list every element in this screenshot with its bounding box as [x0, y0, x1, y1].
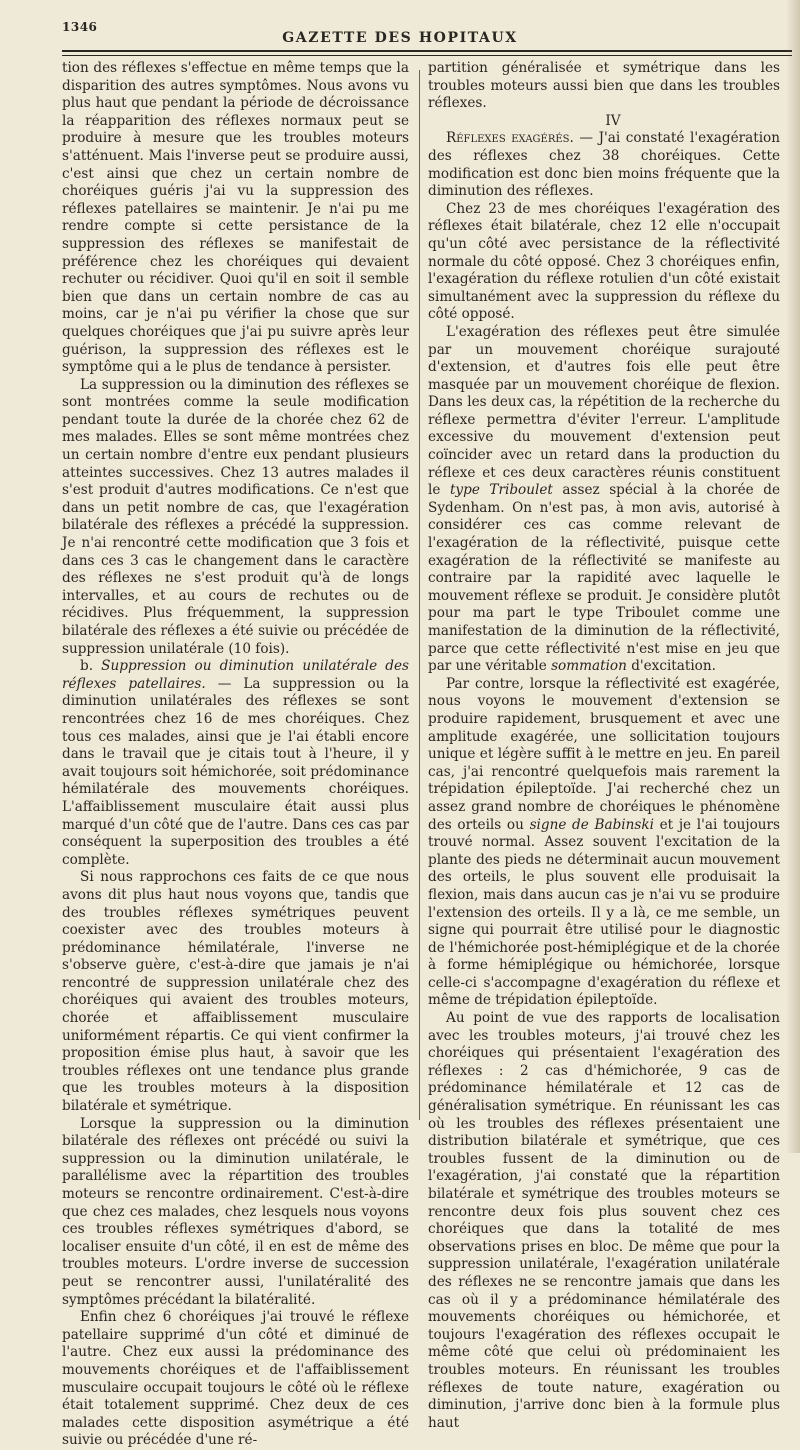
paragraph-reflexes-exageres	[428, 130, 780, 200]
page-header	[0, 0, 800, 60]
subsection-letter: b.	[80, 658, 94, 675]
paragraph-text: assez spécial à la chorée de Sydenham. On n'est pas, à mon avis, autorisé à considérer ces cas comme relevant de l'exagération de la réflectivité, puisque cette exagération de la réflectivité se manifeste au contraire par la rapidité avec laquelle le mouvement réflexe se produit. Je considère plutôt pour ma part le type Triboulet comme une manifestation de la diminution de la réflectivité, parce que cette réflectivité n'est mise en jeu que par une véritable	[428, 482, 781, 675]
paragraph: partition généralisée et symétrique dans les troubles moteurs aussi bien que dans les troubles réflexes.	[428, 60, 780, 112]
section-number: IV	[605, 112, 621, 129]
paragraph-unilateral	[62, 658, 409, 869]
subsection-title: Suppression ou diminution unilatérale des réflexes patellaires.	[62, 658, 409, 692]
paragraph: La suppression ou la diminution des réflexes se sont montrées comme la seule modification pendant toute la durée de la chorée chez 62 de mes malades. Elles se sont même montrées chez un certain nombre d'entre eux pendant plusieurs atteintes successives. Chez 13 autres malades il s'est produit d'autres modifications. Ce n'est que dans un petit nombre de cas, que l'exagération bilatérale des réflexes a précédé la suppression. Je n'ai rencontré cette modification que 3 fois et dans ces 3 cas le changement dans le caractère des réflexes ne s'est produit qu'à de longs intervalles, et au cours de rechutes ou de récidives. Plus fréquemment, la suppression bilatérale des réflexes a été suivie ou précédée de suppression unilatérale (10 fois).	[62, 376, 409, 657]
paragraph: Au point de vue des rapports de localisation avec les troubles moteurs, j'ai trouvé chez les choréiques qui présentaient l'exagération des réflexes : 2 cas d'hémichorée, 9 cas de prédominance hémilatérale et 12 cas de généralisation symétrique. En réunissant les cas où les troubles des réflexes présentaient une distribution bilatérale et symétrique, que ces troubles fussent de la diminution ou de l'exagération, j'ai constaté que la répartition bilatérale et symétrique des troubles moteurs se rencontre deux fois plus souvent chez ces choréiques que dans la totalité de mes observations prises en bloc. De même que pour la suppression unilatérale, l'exagération unilatérale des réflexes ne se rencontre jamais que dans les cas où il y a prédominance hémilatérale des mouvements choréiques ou hémichorée, et toujours l'exagération des réflexes occupait le même côté que celui où prédominaient les troubles moteurs. En réunissant les troubles réflexes de toute nature, exagération ou diminution, j'arrive donc bien à la formule plus haut	[428, 1010, 780, 1431]
header-rule-thin	[62, 55, 792, 56]
paragraph-text: — La suppression ou la diminution unilatérales des réflexes se sont rencontrées chez 16 de mes choréiques. Chez tous ces malades, ainsi que je l'ai établi encore dans le travail que je citais tout à l'heure, il y avait toujours soit hémichorée, soit prédominance hémilatérale des mouvements choréiques. L'affaiblissement musculaire était aussi plus marqué d'un côté que de l'autre. Dans ces cas par conséquent la superposition des troubles a été complète.	[62, 675, 409, 868]
journal-title: GAZETTE DES HOPITAUX	[282, 30, 518, 46]
italic-term: signe de Babinski	[529, 816, 654, 833]
paragraph: Si nous rapprochons ces faits de ce que nous avons dit plus haut nous voyons que, tandis que des troubles réflexes symétriques peuvent coexister avec des troubles moteurs à prédominance hémilatérale, l'inverse ne s'observe guère, c'est-à-dire que jamais je n'ai rencontré de suppression unilatérale chez des choréiques qui avaient des troubles moteurs, chorée et affaiblissement musculaire uniformément répartis. Ce qui vient confirmer la proposition émise plus haut, à savoir que les troubles réflexes ont une tendance plus grande que les troubles moteurs à la disposition bilatérale et symétrique.	[62, 869, 409, 1115]
paragraph-text: d'excitation.	[631, 658, 716, 675]
italic-term: type Triboulet	[449, 482, 553, 499]
paragraph: tion des réflexes s'effectue en même temps que la disparition des autres symptômes. Nous avons vu plus haut que pendant la période de décroissance la réapparition des réflexes normaux peut se produire à mesure que les troubles moteurs s'atténuent. Mais l'inverse peut se produire aussi, c'est ainsi que chez un certain nombre de choréiques guéris j'ai vu la suppression des réflexes patellaires se maintenir. Je n'ai pu me rendre compte si cette persistance de la suppression des réflexes se manifestait de préférence chez les choréiques qui devaient rechuter ou récidiver. Quoi qu'il en soit il semble bien que dans un certain nombre de cas au moins, car je n'ai pu vérifier la chose que sur quelques choréiques que j'ai pu suivre après leur guérison, la suppression des réflexes est le symptôme qui a le plus de tendance à persister.	[62, 60, 409, 376]
column-divider	[419, 70, 420, 1120]
paragraph-text: et je l'ai toujours trouvé normal. Assez souvent l'excitation de la plante des pieds ne déterminait aucun mouvement des orteils, le plus souvent elle produisait la flexion, mais dans aucun cas je n'ai vu se produire l'extension des orteils. Il y a là, ce me semble, un signe qui pourrait être utilisé pour le diagnostic de l'hémichorée post-hémiplégique et de la chorée à forme hémiplégique ou hémichorée, lorsque celle-ci s'accompagne d'exagération du réflexe et même de trépidation épileptoïde.	[428, 816, 780, 1009]
paragraph-text: Par contre, lorsque la réflectivité est exagérée, nous voyons le mouvement d'extension se produire rapidement, brusquement et avec une amplitude exagérée, une sollicitation toujours unique et légère suffit à le mettre en jeu. En pareil cas, j'ai rencontré quelquefois mais rarement la trépidation épileptoïde. J'ai recherché chez un assez grand nombre de choréiques le phénomène des orteils ou	[428, 675, 780, 833]
paragraph-triboulet	[428, 324, 780, 676]
paragraph-text: — J'ai constaté l'exagération des réflexes chez 38 choréiques. Cette modification est donc bien moins fréquente que la diminution des réflexes.	[428, 130, 780, 200]
page-edge-shadow	[786, 0, 800, 1153]
page-number: 1346	[62, 20, 98, 34]
paragraph: Chez 23 de mes choréiques l'exagération des réflexes était bilatérale, chez 12 elle n'occupait qu'un côté avec persistance de la réflectivité normale du côté opposé. Chez 3 choréiques enfin, l'exagération du réflexe rotulien d'un côté existait simultanément avec la suppression du réflexe du côté opposé.	[428, 200, 780, 323]
header-rule-thick	[62, 50, 792, 52]
italic-term: sommation	[551, 658, 627, 675]
section-heading: Réflexes exagérés.	[446, 130, 574, 147]
left-column	[62, 60, 409, 1449]
paragraph-text: L'exagération des réflexes peut être simulée par un mouvement choréique surajouté d'extension, et d'autres fois elle peut être masquée par un mouvement choréique de flexion. Dans les deux cas, la répétition de la recherche du réflexe permettra d'éviter l'erreur. L'amplitude excessive du mouvement d'extension peut coïncider avec un retard dans la production du réflexe et ces deux caractères réunis constituent le	[428, 323, 780, 499]
paragraph-babinski	[428, 676, 780, 1010]
right-column	[428, 60, 781, 1431]
paragraph: Enfin chez 6 choréiques j'ai trouvé le réflexe patellaire supprimé d'un côté et diminué de l'autre. Chez eux aussi la prédominance des mouvements choréiques et de l'affaiblissement musculaire occupait toujours le côté où le réflexe était totalement supprimé. Chez deux de ces malades cette disposition asymétrique a été suivie ou précédée d'une ré-	[62, 1309, 409, 1449]
paragraph: Lorsque la suppression ou la diminution bilatérale des réflexes ont précédé ou suivi la suppression ou la diminution unilatérale, le parallélisme avec la répartition des troubles moteurs se rencontre ordinairement. C'est-à-dire que chez ces malades, chez lesquels nous voyons ces troubles réflexes symétriques d'abord, se localiser ensuite d'un côté, il en est de même des troubles moteurs. L'ordre inverse de succession peut se rencontrer aussi, l'unilatéralité des symptômes précédant la bilatéralité.	[62, 1115, 409, 1308]
